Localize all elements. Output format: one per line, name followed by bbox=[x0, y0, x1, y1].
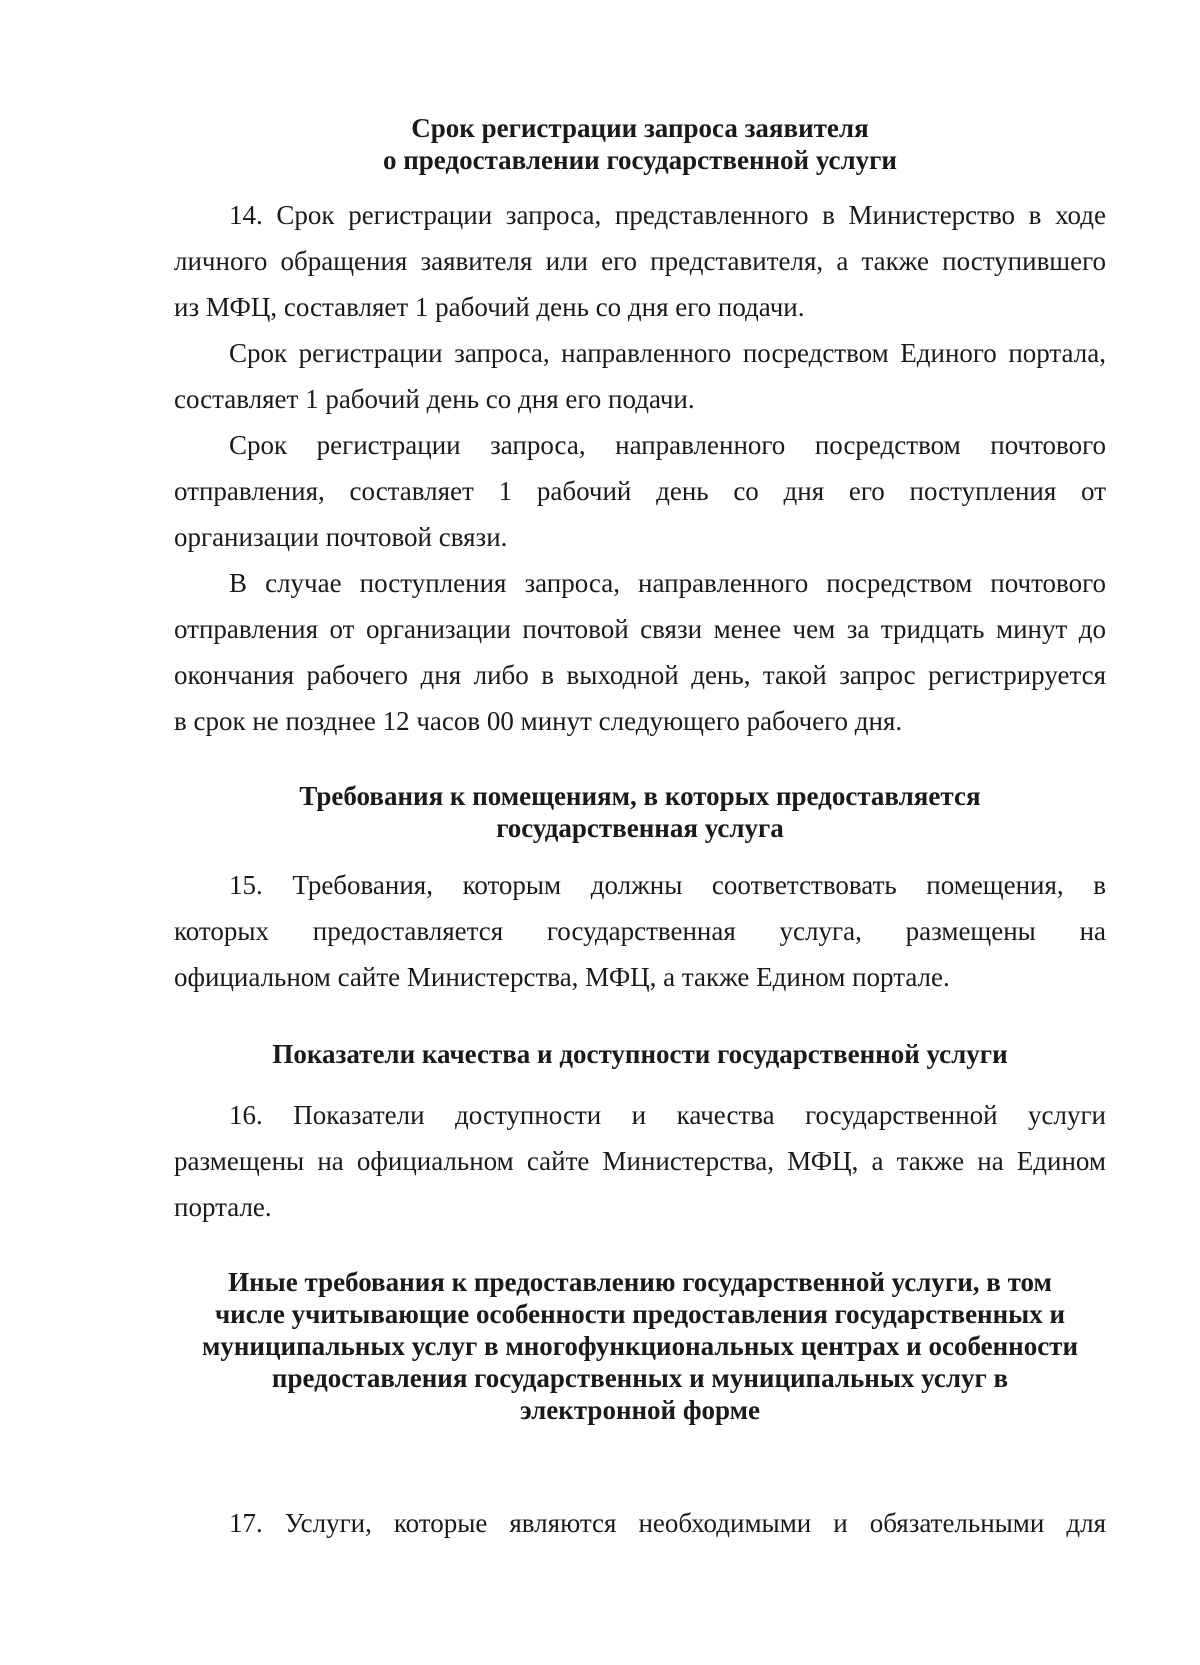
paragraph-line: Срок регистрации запроса, направленного посредством Единого портала, bbox=[229, 338, 1106, 368]
paragraph-line: 15. Требования, которым должны соответствовать помещения, в bbox=[229, 870, 1106, 900]
paragraph-line: отправления, составляет 1 рабочий день со дня его поступления от bbox=[174, 476, 1106, 506]
paragraph-14b bbox=[174, 330, 1106, 422]
heading-line: электронной форме bbox=[519, 1395, 761, 1425]
heading-line: государственная услуга bbox=[496, 813, 784, 843]
paragraph-14d bbox=[174, 560, 1106, 744]
paragraph-line: Срок регистрации запроса, направленного посредством почтового bbox=[229, 430, 1106, 460]
paragraph-line: портале. bbox=[174, 1192, 272, 1222]
heading-line: о предоставлении государственной услуги bbox=[382, 145, 897, 175]
heading-line: Требования к помещениям, в которых предоставляется bbox=[299, 781, 981, 811]
paragraph-line: размещены на официальном сайте Министерства, МФЦ, а также на Едином bbox=[174, 1146, 1106, 1176]
paragraph-15 bbox=[174, 862, 1106, 1000]
paragraph-line: из МФЦ, составляет 1 рабочий день со дня его подачи. bbox=[174, 292, 805, 322]
section-heading-quality-indicators bbox=[174, 1038, 1106, 1070]
paragraph-line: в срок не позднее 12 часов 00 минут следующего рабочего дня. bbox=[174, 706, 903, 736]
paragraph-line: официальном сайте Министерства, МФЦ, а также Едином портале. bbox=[174, 962, 950, 992]
paragraph-line: составляет 1 рабочий день со дня его подачи. bbox=[174, 384, 695, 414]
section-heading-other-requirements bbox=[174, 1266, 1106, 1426]
heading-line: Срок регистрации запроса заявителя bbox=[411, 113, 869, 143]
heading-line: Иные требования к предоставлению государственной услуги, в том bbox=[228, 1267, 1052, 1297]
heading-line: предоставления государственных и муниципальных услуг в bbox=[271, 1363, 1009, 1393]
heading-line: Показатели качества и доступности государственной услуги bbox=[272, 1039, 1008, 1069]
paragraph-line: В случае поступления запроса, направленного посредством почтового bbox=[229, 568, 1106, 598]
paragraph-14 bbox=[174, 192, 1106, 330]
heading-line: муниципальных услуг в многофункциональных центрах и особенности bbox=[201, 1331, 1079, 1361]
paragraph-line: отправления от организации почтовой связи менее чем за тридцать минут до bbox=[174, 614, 1106, 644]
paragraph-14c bbox=[174, 422, 1106, 560]
section-heading-registration-term bbox=[174, 112, 1106, 176]
paragraph-line: окончания рабочего дня либо в выходной день, такой запрос регистрируется bbox=[174, 660, 1106, 690]
heading-line: числе учитывающие особенности предоставления государственных и bbox=[214, 1299, 1066, 1329]
paragraph-line: которых предоставляется государственная услуга, размещены на bbox=[174, 916, 1106, 946]
section-heading-premises-requirements bbox=[174, 780, 1106, 844]
paragraph-line: 17. Услуги, которые являются необходимыми и обязательными для bbox=[229, 1508, 1106, 1538]
paragraph-line: организации почтовой связи. bbox=[174, 522, 508, 552]
paragraph-16 bbox=[174, 1092, 1106, 1230]
paragraph-line: личного обращения заявителя или его представителя, а также поступившего bbox=[174, 246, 1106, 276]
document-page bbox=[174, 0, 1106, 1665]
paragraph-line: 16. Показатели доступности и качества государственной услуги bbox=[229, 1100, 1106, 1130]
paragraph-line: 14. Срок регистрации запроса, представленного в Министерство в ходе bbox=[229, 200, 1106, 230]
paragraph-17 bbox=[174, 1500, 1106, 1546]
